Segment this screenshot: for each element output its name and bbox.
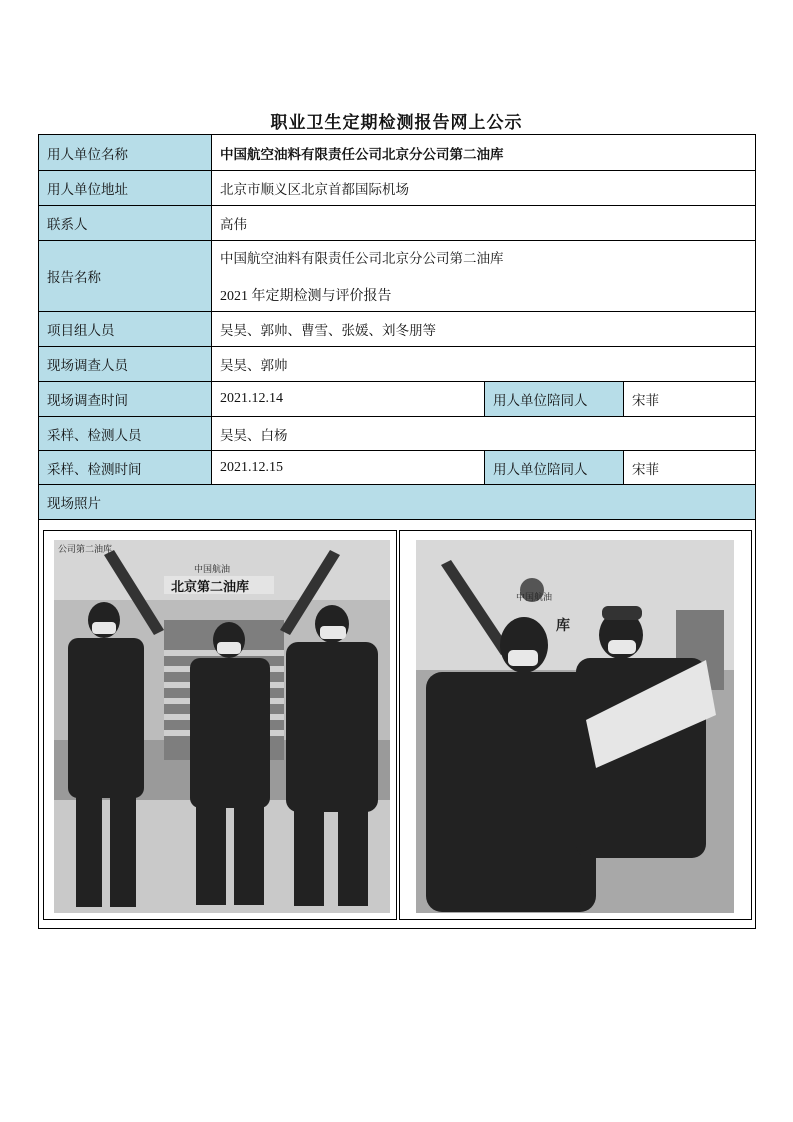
employer-address-value: 北京市顺义区北京首都国际机场 <box>220 182 409 198</box>
row-employer-name <box>39 135 755 171</box>
sampling-time-label: 采样、检测时间 <box>39 451 212 484</box>
photo-area <box>39 520 755 928</box>
row-project-team <box>39 312 755 347</box>
site-photo-right <box>416 540 734 913</box>
photo-left-sign-small: 中国航油 <box>194 565 231 575</box>
row-report-name <box>39 241 755 312</box>
row-contact <box>39 206 755 241</box>
disclosure-table <box>38 134 756 929</box>
sampling-staff-value: 吴昊、白杨 <box>220 427 288 444</box>
report-name-line1: 中国航空油料有限责任公司北京分公司第二油库 <box>220 251 504 267</box>
contact-value: 高伟 <box>220 217 247 233</box>
survey-staff-value: 吴昊、郭帅 <box>220 358 288 374</box>
row-employer-address <box>39 171 755 206</box>
employer-address-label: 用人单位地址 <box>39 171 212 205</box>
project-team-label: 项目组人员 <box>39 312 212 346</box>
report-name-value <box>212 241 755 311</box>
report-name-line2: 2021 年定期检测与评价报告 <box>220 289 392 304</box>
project-team-value: 吴昊、郭帅、曹雪、张媛、刘冬朋等 <box>220 323 436 339</box>
survey-companion-value: 宋菲 <box>632 393 659 409</box>
employer-name-label: 用人单位名称 <box>39 135 212 170</box>
survey-companion-label: 用人单位陪同人 <box>485 382 624 416</box>
photo-cell-left <box>43 530 397 920</box>
row-sampling-staff <box>39 417 755 451</box>
page-title: 职业卫生定期检测报告网上公示 <box>270 113 523 133</box>
photo-left-sign-main: 北京第二油库 <box>171 580 250 595</box>
site-photo-right-image <box>416 540 734 913</box>
sampling-staff-label: 采样、检测人员 <box>39 417 212 450</box>
photo-right-sign-main: 库 <box>556 618 570 634</box>
survey-staff-label: 现场调查人员 <box>39 347 212 381</box>
report-name-label: 报告名称 <box>39 241 212 311</box>
survey-time-label: 现场调查时间 <box>39 382 212 416</box>
site-photo-left <box>54 540 390 913</box>
row-survey-staff <box>39 347 755 382</box>
site-photo-left-image <box>54 540 390 913</box>
employer-name-value: 中国航空油料有限责任公司北京分公司第二油库 <box>220 146 504 163</box>
contact-label: 联系人 <box>39 206 212 240</box>
photo-right-sign-small: 中国航油 <box>516 593 553 603</box>
photo-cell-right <box>399 530 752 920</box>
sampling-companion-value: 宋菲 <box>632 461 659 478</box>
row-sampling-time <box>39 451 755 485</box>
sampling-companion-label: 用人单位陪同人 <box>485 451 624 484</box>
sampling-time-value: 2021.12.15 <box>212 451 485 484</box>
survey-time-value: 2021.12.14 <box>212 382 485 416</box>
photo-left-sign-top: 公司第二油库 <box>58 545 113 555</box>
row-survey-time <box>39 382 755 417</box>
photos-section-label: 现场照片 <box>39 485 755 520</box>
